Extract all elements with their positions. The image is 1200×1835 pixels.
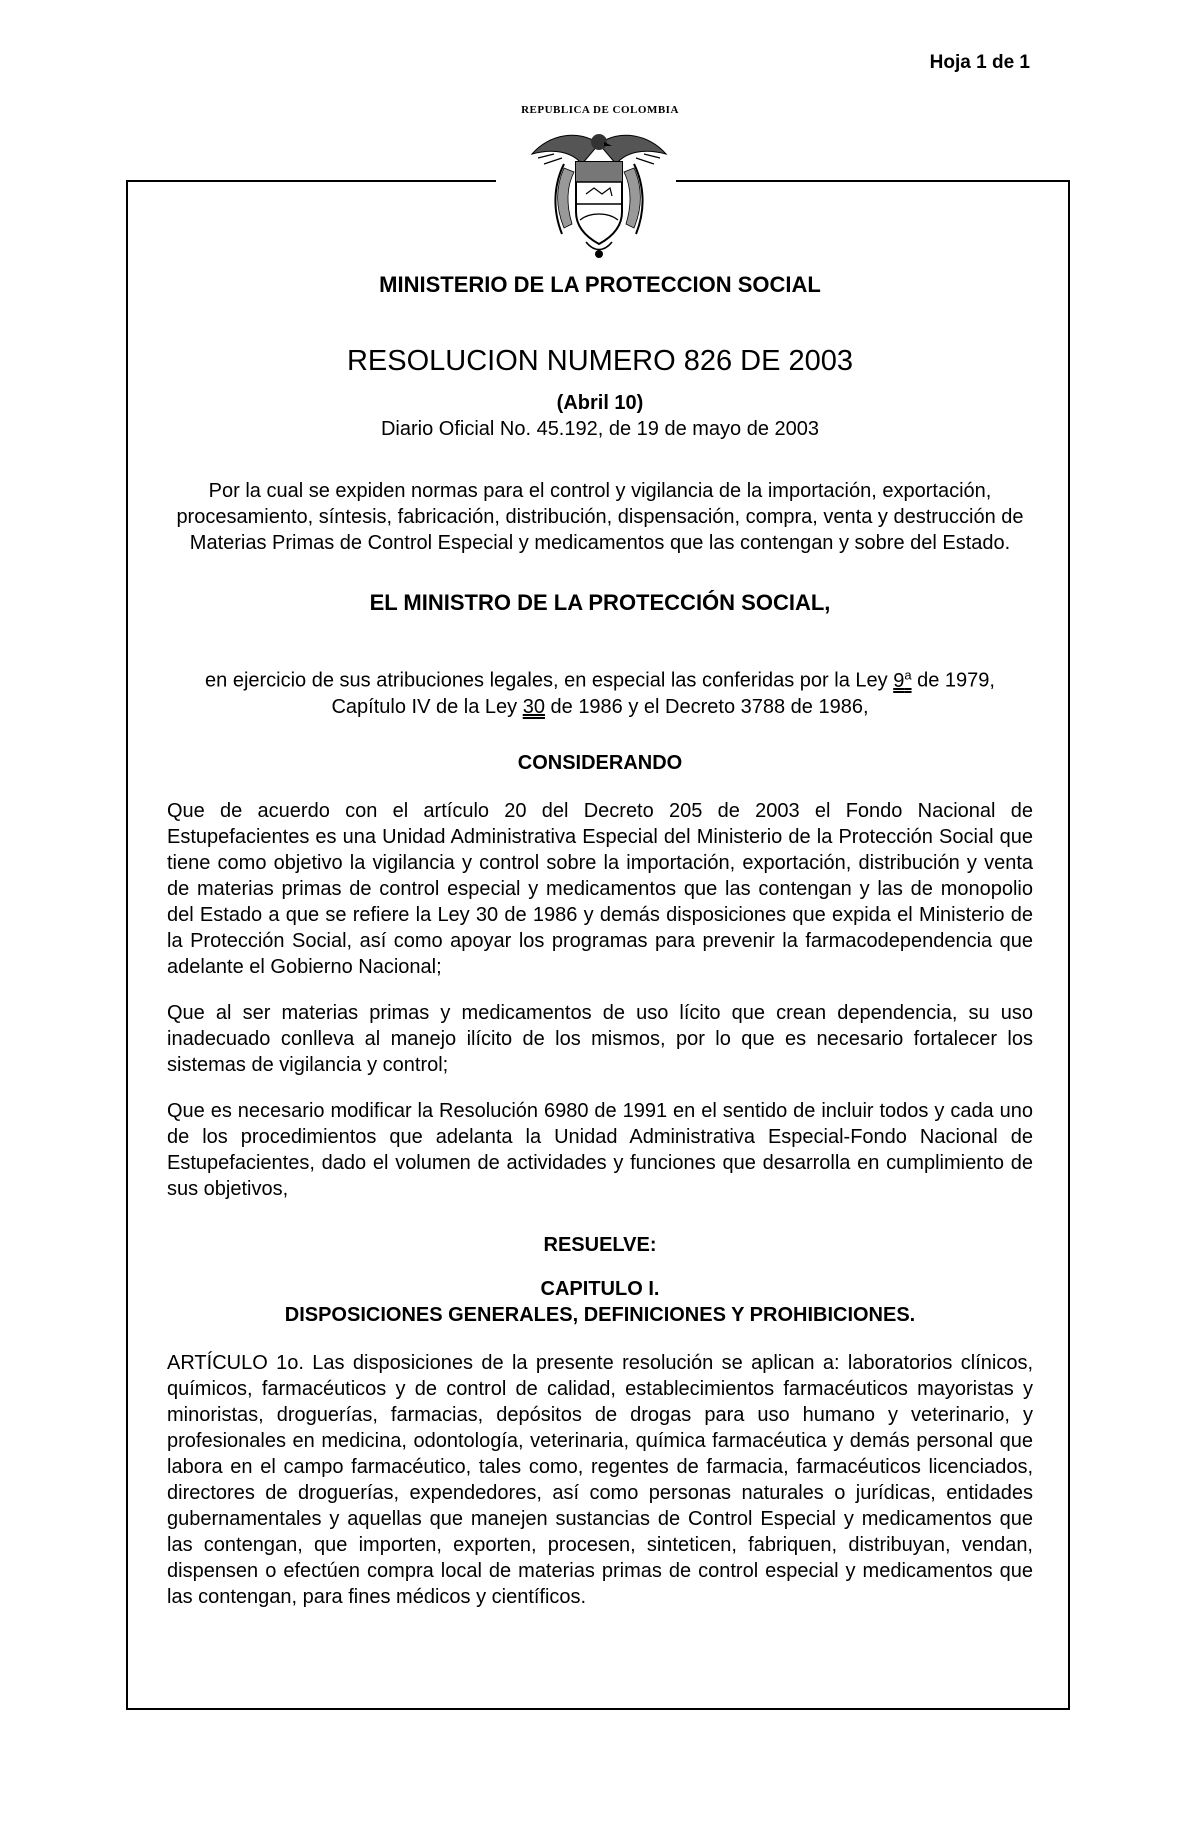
considerando-heading: CONSIDERANDO bbox=[517, 751, 683, 774]
considerando-paragraph: Que de acuerdo con el artículo 20 del Decreto 205 de 2003 el Fondo Nacional de Estupefacientes es una Unidad Administrativa Especial del Ministerio de la Protección Social que tiene como objetivo la vigilancia y control sobre la importación, exportación, distribución y venta de materias primas de control especial y medicamentos que las contengan y las de monopolio del Estado a que se refiere la Ley 30 de 1986 y demás disposiciones que expida el Ministerio de la Protección Social, así como apoyar los programas para prevenir la farmacodependencia que adelante el Gobierno Nacional; bbox=[167, 799, 1033, 978]
considerando-paragraph: Que es necesario modificar la Resolución 6980 de 1991 en el sentido de incluir todos y cada uno de los procedimientos que adelanta la Unidad Administrativa Especial-Fondo Nacional de Estupefacientes, dado el volumen de actividades y funciones que desarrolla en cumplimiento de sus objetivos, bbox=[167, 1099, 1033, 1200]
colombia-coat-of-arms-icon bbox=[524, 124, 674, 262]
document-body bbox=[167, 272, 1033, 1630]
attributions-text-1: en ejercicio de sus atribuciones legales, en especial las conferidas por la Ley bbox=[205, 669, 894, 692]
minister-heading: EL MINISTRO DE LA PROTECCIÓN SOCIAL, bbox=[369, 590, 831, 615]
law-30-reference: 30 bbox=[522, 695, 545, 718]
resolution-date: (Abril 10) bbox=[556, 392, 644, 414]
law-9-number: 9 bbox=[893, 669, 905, 692]
law-9-reference bbox=[893, 667, 912, 692]
chapter-heading: CAPITULO I. bbox=[540, 1277, 660, 1300]
country-caption: REPUBLICA DE COLOMBIA bbox=[521, 104, 679, 116]
ministry-heading: MINISTERIO DE LA PROTECCION SOCIAL bbox=[379, 272, 821, 297]
law-9-superscript: a bbox=[904, 667, 912, 682]
considerando-paragraph: Que al ser materias primas y medicamentos de uso lícito que crean dependencia, su uso inadecuado conlleva al manejo ilícito de los mismos, por lo que es necesario fortalecer los sistemas de vigilancia y control; bbox=[167, 1001, 1033, 1076]
resolution-title: RESOLUCION NUMERO 826 DE 2003 bbox=[346, 345, 854, 377]
chapter-title: DISPOSICIONES GENERALES, DEFINICIONES Y PROHIBICIONES. bbox=[284, 1303, 916, 1326]
article-1-paragraph: ARTÍCULO 1o. Las disposiciones de la presente resolución se aplican a: laboratorios clínicos, químicos, farmacéuticos y de control de calidad, establecimientos farmacéuticos mayoristas y minoristas, droguerías, farmacias, depósitos de drogas para uso humano y veterinario, y profesionales en medicina, odontología, veterinaria, química farmacéutica y demás personal que labora en el campo farmacéutico, tales como, regentes de farmacia, farmacéuticos licenciados, directores de droguerías, expendedores, así como personas naturales o jurídicas, entidades gubernamentales y aquellas que manejen sustancias de Control Especial y medicamentos que las contengan, que importen, exporten, procesen, sinteticen, fabriquen, distribuyan, vendan, dispensen o efectúen compra local de materias primas de control especial y medicamentos que las contengan, para fines médicos y científicos. bbox=[167, 1351, 1033, 1608]
gazette-reference: Diario Oficial No. 45.192, de 19 de mayo de 2003 bbox=[380, 418, 820, 440]
attributions-paragraph bbox=[167, 662, 1033, 720]
attributions-text-3: de 1986 y el Decreto 3788 de 1986, bbox=[544, 695, 869, 718]
attributions-text-2: de 1979, Capítulo IV de la Ley bbox=[331, 669, 995, 718]
page-number: Hoja 1 de 1 bbox=[929, 52, 1030, 73]
resolution-summary: Por la cual se expiden normas para el control y vigilancia de la importación, exportación, procesamiento, síntesis, fabricación, distribución, dispensación, compra, venta y destrucción de Materias Primas de Control Especial y medicamentos que las contengan y sobre del Estado. bbox=[176, 480, 1024, 554]
resuelve-heading: RESUELVE: bbox=[543, 1233, 657, 1256]
